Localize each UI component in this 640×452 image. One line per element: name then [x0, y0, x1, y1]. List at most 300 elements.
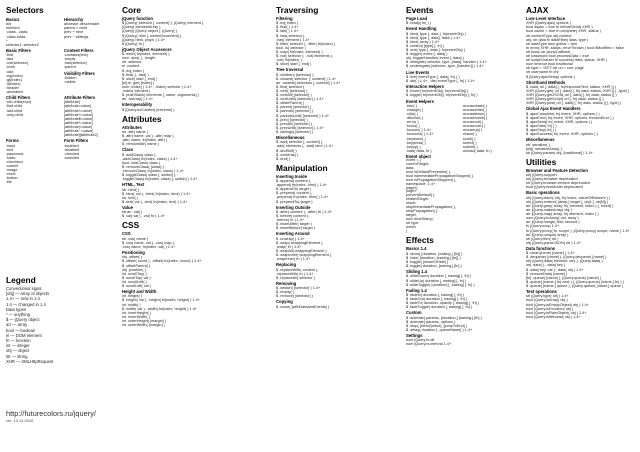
list-item: $ .toggleClass( class [, switch] ),: [122, 173, 177, 178]
list-item: str scriptCharset fn success( data, status, XHR ): [526, 58, 608, 63]
list-item: str .html( ): [122, 187, 140, 192]
list-item: el .context: [122, 64, 140, 69]
list-item: .scroll( ): [462, 136, 476, 141]
list-item: :even: [6, 65, 16, 70]
list-item: .mouseover( ): [462, 124, 486, 129]
list-item: :text: [6, 147, 14, 152]
effects-title: Effects: [406, 235, 434, 246]
list-item: el — DOM element: [6, 332, 42, 338]
list-item: XHR jQuery.getJSON( url [, data] [, fn( data, status )] ): [526, 93, 617, 98]
live-subtitle: Live Events: [406, 69, 430, 75]
list-item: $ .children( [selector] ): [276, 72, 314, 77]
events-title: Events: [406, 6, 434, 15]
list-item: obj jQuery.support: [526, 173, 557, 178]
list-item: $ .removeClass( [class] ),: [122, 164, 165, 169]
list-item: stopImmediatePropagation( ),: [406, 205, 457, 210]
list-item: $ .offset( coord ), .offset( fn(index, coord) ) 1.4+: [122, 259, 202, 264]
height-width-subtitle: Height and Width: [122, 289, 157, 295]
list-item: Data types: [6, 306, 27, 312]
selectors-title: Selectors: [6, 6, 44, 15]
form-filters-list: [64, 144, 122, 160]
list-item: bool jQuery.isWindow( obj ) 1.4+: [526, 314, 581, 319]
list-item: bool — boolean: [6, 327, 36, 333]
list-item: $ .ajaxStart( fn( ) ): [526, 123, 557, 128]
basic-filters-list: [6, 53, 60, 94]
list-item: $ .scrollTop( val ): [122, 275, 151, 280]
list-item: $ jQuery( selector [, context] ), jQuery( element ),: [122, 21, 205, 26]
global-handlers-subtitle: Global Ajax Event Handlers: [526, 106, 581, 112]
custom-subtitle: Custom: [406, 310, 422, 316]
list-item: result,: [406, 201, 417, 206]
jquery-function-list: [122, 21, 274, 46]
list-item: $ .next( [selector] ): [276, 89, 308, 93]
list-item: .class.class: [6, 34, 26, 39]
basics-subtitle: Basics: [6, 17, 20, 22]
list-item: str contentType obj context: [526, 33, 572, 38]
list-item: :first: [6, 53, 14, 58]
list-item: element: [6, 26, 20, 31]
list-item: preventDefault( ),: [406, 193, 436, 198]
list-item: :animated: [6, 90, 23, 94]
ajax-misc-list: [526, 143, 638, 155]
fading-subtitle: Fading 1.4: [406, 287, 427, 293]
list-item: $ .width( val ), .width( fn(index, height) ) 1.4+: [122, 306, 198, 311]
list-item: $ .append( content ),: [276, 179, 312, 184]
positioning-list: [122, 255, 274, 288]
list-item: str .css( name ): [122, 236, 149, 241]
effects-basics-subtitle: Basics 1.4: [406, 246, 427, 252]
list-item: * — anything: [6, 312, 30, 318]
list-item: .mouseleave( ): [462, 111, 488, 116]
list-item: $ .prev( [selector] ): [276, 117, 308, 122]
attr-list: [122, 130, 274, 146]
basics-list: [6, 22, 60, 47]
css-title: CSS: [122, 220, 140, 231]
list-item: int .height( ): [122, 294, 143, 299]
ajax-column: [526, 6, 638, 446]
list-item: $ .text( val ), .text( fn(index, text) ) 1.4+: [122, 199, 188, 204]
list-item: XHR — XMLHttpRequest: [6, 358, 54, 364]
list-item: *: [6, 38, 8, 43]
selectors-filters-row: [6, 47, 124, 94]
list-item: :only-child: [6, 112, 24, 117]
list-item: .keydown( ): [406, 136, 426, 141]
list-item: $ .stop( [clearQueue], [jumpToEnd] ): [406, 323, 467, 328]
list-item: obj — object: [6, 348, 30, 354]
list-item: data,: [406, 166, 415, 171]
list-item: arr jQuery.makeArray( obj ): [526, 208, 572, 213]
list-item: $ .dequeue( [name] ), jQuery.dequeue( [name] ): [526, 255, 607, 260]
hierarchy-subtitle: Hierarchy: [64, 17, 84, 22]
list-item: $ .filter( selector ), .filter( fn(index) ): [276, 41, 336, 46]
fading-list: [406, 293, 526, 309]
list-item: $ .find( selector ): [276, 84, 305, 89]
list-item: .mousedown( ): [462, 103, 488, 108]
list-item: str .selector: [122, 60, 142, 65]
css-subtitle: CSS: [122, 231, 131, 237]
list-item: [obj] .serializeArray( ): [526, 146, 562, 151]
filtering-subtitle: Filtering: [276, 16, 293, 21]
around-list: [276, 237, 406, 262]
list-item: $ .parents( [selector] ): [276, 109, 313, 114]
list-item: .wrap( fn ) 1.4+: [276, 244, 302, 249]
list-item: [obj] — array of objects: [6, 291, 50, 297]
list-item: $ .wrapInner( wrappingElement ),: [276, 253, 333, 258]
list-item: str jsonp str jsonpCallback: [526, 49, 571, 54]
list-item: $ .offsetParent( ): [276, 101, 305, 106]
list-item: .dblclick( ): [406, 116, 424, 121]
removing-subtitle: Removing: [276, 280, 297, 286]
list-item: int .innerHeight( ): [122, 310, 152, 315]
attribute-filters-subtitle: Attribute Filters: [64, 95, 96, 101]
list-item: $ .wrap( wrappingElement ),: [276, 240, 324, 245]
inside-subtitle: Inserting Inside: [276, 173, 307, 179]
list-item: [attribute^=value]: [64, 112, 93, 117]
list-item: :nth-child(expr): [6, 100, 32, 105]
list-item: bool .is( selector ): [276, 45, 306, 50]
list-item: $ .scrollLeft( val ): [122, 283, 151, 288]
list-item: str username fn xhr: [526, 70, 559, 75]
list-item: arr jQuery.merge( first, second ): [526, 220, 580, 225]
list-item: .error( ): [406, 120, 419, 125]
list-item: $ .fadeToggle( duration [, easing] [, fn] ): [406, 305, 473, 310]
list-item: $ .after( content ), .after( fn ) 1.4+: [276, 209, 333, 214]
list-item: .load( data, fn ): [406, 148, 432, 153]
html-text-list: [122, 188, 274, 204]
list-item: $ .unwrap( ) 1.4+: [276, 236, 305, 241]
list-item: .not( fn(index) ): [276, 58, 302, 63]
replacing-list: [276, 268, 406, 280]
list-item: stopPropagation( ),: [406, 209, 439, 213]
live-list: [406, 75, 526, 83]
removing-list: [276, 286, 406, 298]
footer-version: ver. 13.11.2010: [6, 418, 34, 423]
forms-subtitle: Forms: [6, 138, 19, 144]
lowlevel-list: [526, 21, 638, 78]
list-item: $ jQuery( html [, ownerDocument] ),: [122, 33, 183, 38]
replacing-subtitle: Replacing: [276, 262, 297, 268]
list-item: obj jQuery.browser deprecated: [526, 177, 578, 182]
list-item: $ jQuery.ajaxSetup( options ): [526, 74, 575, 79]
list-item: $ .siblings( [selector] ): [276, 129, 313, 134]
list-item: prev + next: [64, 30, 83, 35]
list-item: $ .animate( params, [duration,] [easing,] [fn] ): [406, 315, 482, 320]
event-object-subtitle: Event object: [406, 153, 431, 159]
list-item: :disabled: [64, 147, 80, 152]
list-item: :contains(text): [64, 53, 88, 58]
list-item: str jQuery.type( obj ) 1.4+: [526, 294, 569, 299]
list-item: :password: [6, 151, 24, 156]
list-item: :lt(index): [6, 81, 21, 86]
list-item: $ .slideToggle( [duration] [, easing] [, fn] ): [406, 282, 475, 287]
utilities-title: Utilities: [526, 156, 557, 167]
list-item: .change( ): [406, 107, 424, 112]
core-title: Core: [122, 6, 142, 15]
list-item: $ .first( ), .last( ): [122, 72, 149, 77]
list-item: int .width( ): [122, 302, 141, 307]
list-item: $ .parent( [selector] ): [276, 105, 312, 110]
list-item: .blur( ): [406, 103, 417, 108]
list-item: obj .data( ), .data( key ): [526, 263, 566, 268]
list-item: jQuery( jQuery object ), jQuery( ): [122, 29, 178, 34]
list-item: 1.4+ — new in 1.4: [6, 296, 40, 302]
list-item: bool jQuery.isFunction( obj ): [526, 306, 574, 311]
list-item: #id: [6, 22, 12, 27]
sliding-list: [406, 274, 526, 286]
list-item: $ .attr( name, val ), .attr( map ),: [122, 134, 175, 139]
list-item: bool jQuery.fx.off: [406, 338, 435, 343]
settings-list: [406, 338, 526, 346]
list-item: :input: [6, 143, 16, 148]
list-item: $ .queue( [name,] fn( next ) ), jQuery.queue( [name,] fn( ) ): [526, 279, 624, 284]
list-item: $ .ajaxSuccess( fn( event, XHR, options ) ): [526, 132, 598, 137]
selectors-forms-row: [6, 137, 124, 184]
list-item: $ .not( selector ), .not( elements ),: [276, 54, 333, 59]
list-item: :parent: [64, 65, 76, 70]
test-ops-subtitle: Test operations: [526, 289, 557, 295]
list-item: .submit( ): [462, 144, 478, 149]
list-item: $ .css( name, val ), .css( map ),: [122, 240, 175, 245]
css-list: [122, 237, 274, 249]
list-item: $ .replaceWith( content ),: [276, 267, 319, 272]
list-item: $ .hide( [duration, [easing,] [fn]] ): [406, 255, 461, 260]
list-item: ancestor descendant: [64, 22, 100, 27]
list-item: $ .fadeIn( duration [, easing] [, fn] ): [406, 292, 465, 297]
event-helpers-row: [406, 104, 526, 153]
list-item: $ .nextUntil( [selector] ) 1.4+: [276, 97, 324, 102]
list-item: $ .map( fn(index, element) ): [276, 49, 323, 54]
list-item: $ .slideUp( duration [, easing] [, fn] ): [406, 278, 467, 283]
helpers-list: [406, 89, 526, 97]
list-item: .mouseout( ): [462, 120, 484, 125]
list-item: $ .ajaxComplete( fn( event, XHR, options ) ): [526, 111, 600, 116]
list-item: $ .toggle( [showOrHide] ): [406, 259, 449, 264]
list-item: which: [406, 224, 416, 229]
data-functions-subtitle: Data functions: [526, 245, 556, 251]
list-item: num jQuery.fx.interval 1.4+: [406, 342, 452, 347]
list-item: [attribute*=value]: [64, 120, 93, 125]
list-item: :not(selector): [6, 61, 29, 66]
list-item: :button: [6, 176, 18, 181]
jquery-function-subtitle: jQuery function: [122, 16, 153, 21]
list-item: target,: [406, 212, 417, 217]
list-item: $ .remove( [selector] ): [276, 294, 313, 299]
list-item: $ .insertBefore( target ): [276, 226, 316, 231]
form-filters-subtitle: Form Filters: [64, 138, 89, 144]
list-item: [attribute][attribute2]: [64, 133, 98, 138]
browser-list: [526, 173, 638, 189]
list-item: :odd: [6, 69, 14, 74]
list-item: $ .die( ) 1.4+, .die( eventType [, fn] ) 1.4+: [406, 78, 475, 83]
list-item: $ .insertAfter( target ): [276, 222, 312, 227]
list-item: $ .unbind( [type] [, fn] ): [406, 43, 444, 48]
list-item: $ .add( selector [, context] ),: [276, 140, 324, 145]
list-item: selector1, selector2: [6, 42, 39, 47]
list-item: str,arr .val( ): [122, 210, 143, 215]
data-functions-list: [526, 251, 638, 288]
list-item: int .scrollTop( ): [122, 271, 147, 276]
list-item: .mouseenter( ): [462, 107, 487, 112]
list-item: :header: [6, 85, 19, 90]
list-item: $ .bind( array ) 1.4+: [406, 39, 440, 44]
list-item: obj .position( ): [122, 267, 146, 272]
list-item: $ .nextAll( [selector] ): [276, 93, 312, 98]
list-item: .focusout( ) 1.4+: [406, 132, 434, 137]
copying-subtitle: Copying: [276, 299, 293, 305]
list-item: :gt(index): [6, 77, 22, 82]
list-item: $ .closest( selector [, context] ) 1.4+: [276, 76, 337, 81]
accessors-list: [122, 52, 274, 101]
list-item: jQuery( elementArray ),: [122, 25, 162, 30]
list-item: relatedTarget,: [406, 197, 430, 202]
browser-subtitle: Browser and Feature Detection: [526, 167, 588, 173]
footer-url[interactable]: http://futurecolors.ru/jquery/: [6, 409, 96, 418]
list-item: jQuery( html, props ) 1.4+: [122, 37, 166, 42]
list-item: $ .offsetParent( ): [122, 263, 151, 268]
visibility-filters-list: [64, 76, 122, 84]
list-item: $ .parentsUntil( [selector] ) 1.4+: [276, 113, 330, 118]
list-item: .removeClass( fn(index, class) ) 1.4+: [122, 169, 184, 174]
list-item: $ .height( val ), .height( fn(index, height) ) 1.4+: [122, 298, 200, 303]
outside-list: [276, 210, 406, 230]
list-item: .keyup( ): [406, 144, 421, 149]
event-helpers-subtitle: Event Helpers: [406, 98, 434, 104]
list-item: $ .slice( start [, end] ): [276, 62, 312, 67]
events-column: [406, 6, 526, 446]
list-item: $ .animate( params, options ): [406, 319, 456, 324]
list-item: .prepend( fn(index, html) ) 1.4+: [276, 195, 329, 200]
list-item: num timeStamp,: [406, 216, 434, 221]
list-item: $ .pushStack( elements [, name, arguments] ): [122, 93, 199, 98]
list-item: }: [406, 228, 408, 233]
list-item: int .outerWidth( [margin] ): [122, 323, 165, 328]
list-item: obj jQuery.extend( [deep,] target [, obj1 [, objN]] ): [526, 199, 609, 204]
list-item: .css( name, fn(index, val) ) 1.4+: [122, 244, 176, 249]
value-subtitle: Value: [122, 204, 133, 210]
list-item: $ .wrapAll( wrappingElement ): [276, 249, 327, 253]
list-item: bool jQuery.boxModel deprecated: [526, 185, 583, 190]
list-item: $ .replaceAll( selector ): [276, 275, 315, 280]
list-item: str type = 'GET' str url = curr. page: [526, 66, 584, 71]
list-item: $ — jQuery object: [6, 317, 40, 323]
list-item: $ .slideDown( duration [, easing] [, fn] ): [406, 274, 472, 279]
list-item: $ .bind( type [, data ], fn(eventObj) ): [406, 31, 466, 36]
child-filters-subtitle: Child Filters: [6, 95, 31, 101]
forms-list: [6, 144, 60, 185]
list-item: :checkbox: [6, 159, 24, 164]
settings-subtitle: Settings: [406, 333, 423, 339]
selectors-column: [6, 6, 124, 238]
handling-list: [406, 32, 526, 69]
list-item: $ .fadeTo( duration, opacity [, easing] [, fn] ): [406, 301, 480, 306]
list-item: $ .contents( ): [276, 152, 299, 157]
list-item: $ .prepend( content ),: [276, 191, 313, 196]
selectors-child-row: [6, 94, 124, 137]
list-item: arr .closest( selectors [, context] ) 1.4+: [276, 80, 341, 85]
list-item: str password bool processData = true: [526, 54, 589, 59]
child-filters-list: [6, 100, 60, 116]
list-item: obj jQuery.parseJSON( str ) 1.4+: [526, 240, 582, 245]
list-item: $ .toggle( duration, [easing,] [fn] ): [406, 264, 462, 269]
list-item: $ jQuery( fn ): [122, 41, 145, 46]
list-item: $ .delegate( selector, type, [data], handler ) 1.4+: [406, 60, 487, 65]
list-item: .mouseup( ): [462, 128, 483, 133]
list-item: obj .triggerHandler( event [, data] ): [406, 56, 464, 61]
list-item: .replaceWith( fn ) 1.4+: [276, 271, 314, 276]
list-item: $ .live( eventType [, data], fn( ) ): [406, 74, 460, 79]
list-item: pageY,: [406, 189, 418, 194]
shorthand-subtitle: Shorthand Methods: [526, 79, 566, 85]
list-item: :last: [6, 57, 13, 62]
outside-subtitle: Inserting Outside: [276, 204, 311, 210]
list-item: :has(selector): [64, 61, 88, 66]
list-item: $ .one( type [, data ], fn(eventObj) ): [406, 48, 466, 53]
list-item: $ .ajaxSend( fn( event, XHR, options ) ): [526, 119, 593, 124]
list-item: :empty: [64, 57, 76, 62]
list-item: int .scrollLeft( ): [122, 279, 147, 284]
attributes-title: Attributes: [122, 113, 162, 124]
html-text-subtitle: HTML, Text: [122, 182, 145, 188]
filtering-list: [276, 21, 406, 66]
selectors-basics-row: [6, 16, 124, 47]
class-subtitle: Class: [122, 147, 134, 153]
effects-basics-list: [406, 252, 526, 268]
list-item: arr jQuery.map( array, fn( element, index ) ): [526, 212, 599, 217]
list-item: :first-child: [6, 104, 23, 109]
value-list: [122, 210, 274, 218]
list-item: 1.4 — changed in 1.4: [6, 301, 46, 307]
list-item: XHR jQuery.getScript( url [, fn( data, status )] ): [526, 97, 604, 102]
handling-subtitle: Event Handling: [406, 26, 437, 32]
basic-ops-list: [526, 196, 638, 245]
list-item: [attribute$=value]: [64, 116, 94, 121]
list-item: num timeout bool traditional: [526, 62, 573, 67]
list-item: $ .each( fn(index, element) ): [122, 52, 170, 57]
list-item: .append( fn(index, html) ) 1.4+: [276, 183, 327, 188]
list-item: $ .slice( start [, end] ): [122, 76, 158, 81]
traversing-column: [276, 6, 406, 446]
list-item: [fn] .queue( [name] ), jQuery.queue( [name] ): [526, 275, 602, 280]
list-item: :file: [6, 180, 12, 185]
lowlevel-subtitle: Low-Level Interface: [526, 16, 566, 21]
list-item: $ .detach( [selector] ) 1.4+: [276, 286, 321, 291]
list-item: $ .has( selector ),: [276, 33, 306, 38]
shorthand-list: [526, 85, 638, 105]
list-item: obj jQuery.data( element, key ), jQuery.data( ): [526, 259, 603, 264]
list-item: str .serialize( ): [526, 142, 550, 147]
event-helpers-right: [462, 104, 522, 153]
legend-title: Legend: [6, 276, 36, 285]
list-item: .click( ): [406, 111, 419, 116]
list-item: str .attr( name ): [122, 129, 148, 134]
attribute-filters-list: [64, 100, 122, 137]
list-item: int — integer: [6, 343, 30, 349]
list-item: :visible: [64, 79, 76, 84]
list-item: $ .toggle( fn(eventObj), fn(eventObj) [, fn] ): [406, 93, 478, 98]
traversing-misc-list: [276, 140, 406, 160]
list-item: $ .prevUntil( [selector] ) 1.4+: [276, 125, 324, 130]
list-item: $ .empty( ): [276, 290, 295, 295]
list-item: num .size( ), .length: [122, 56, 156, 61]
list-item: [attribute=value]: [64, 104, 92, 109]
list-item: bool isPropagationStopped( ),: [406, 177, 457, 182]
list-item: :image: [6, 168, 18, 173]
list-item: $ .fadeOut( duration [, easing] [, fn] ): [406, 297, 467, 302]
list-item: $ .delay( duration [, queueName] ) 1.4+: [406, 327, 473, 332]
list-item: $ .hover( fn(eventObj), fn(eventObj) ): [406, 89, 469, 94]
traversing-misc-subtitle: Miscellaneous: [276, 135, 305, 141]
test-ops-list: [526, 294, 638, 319]
